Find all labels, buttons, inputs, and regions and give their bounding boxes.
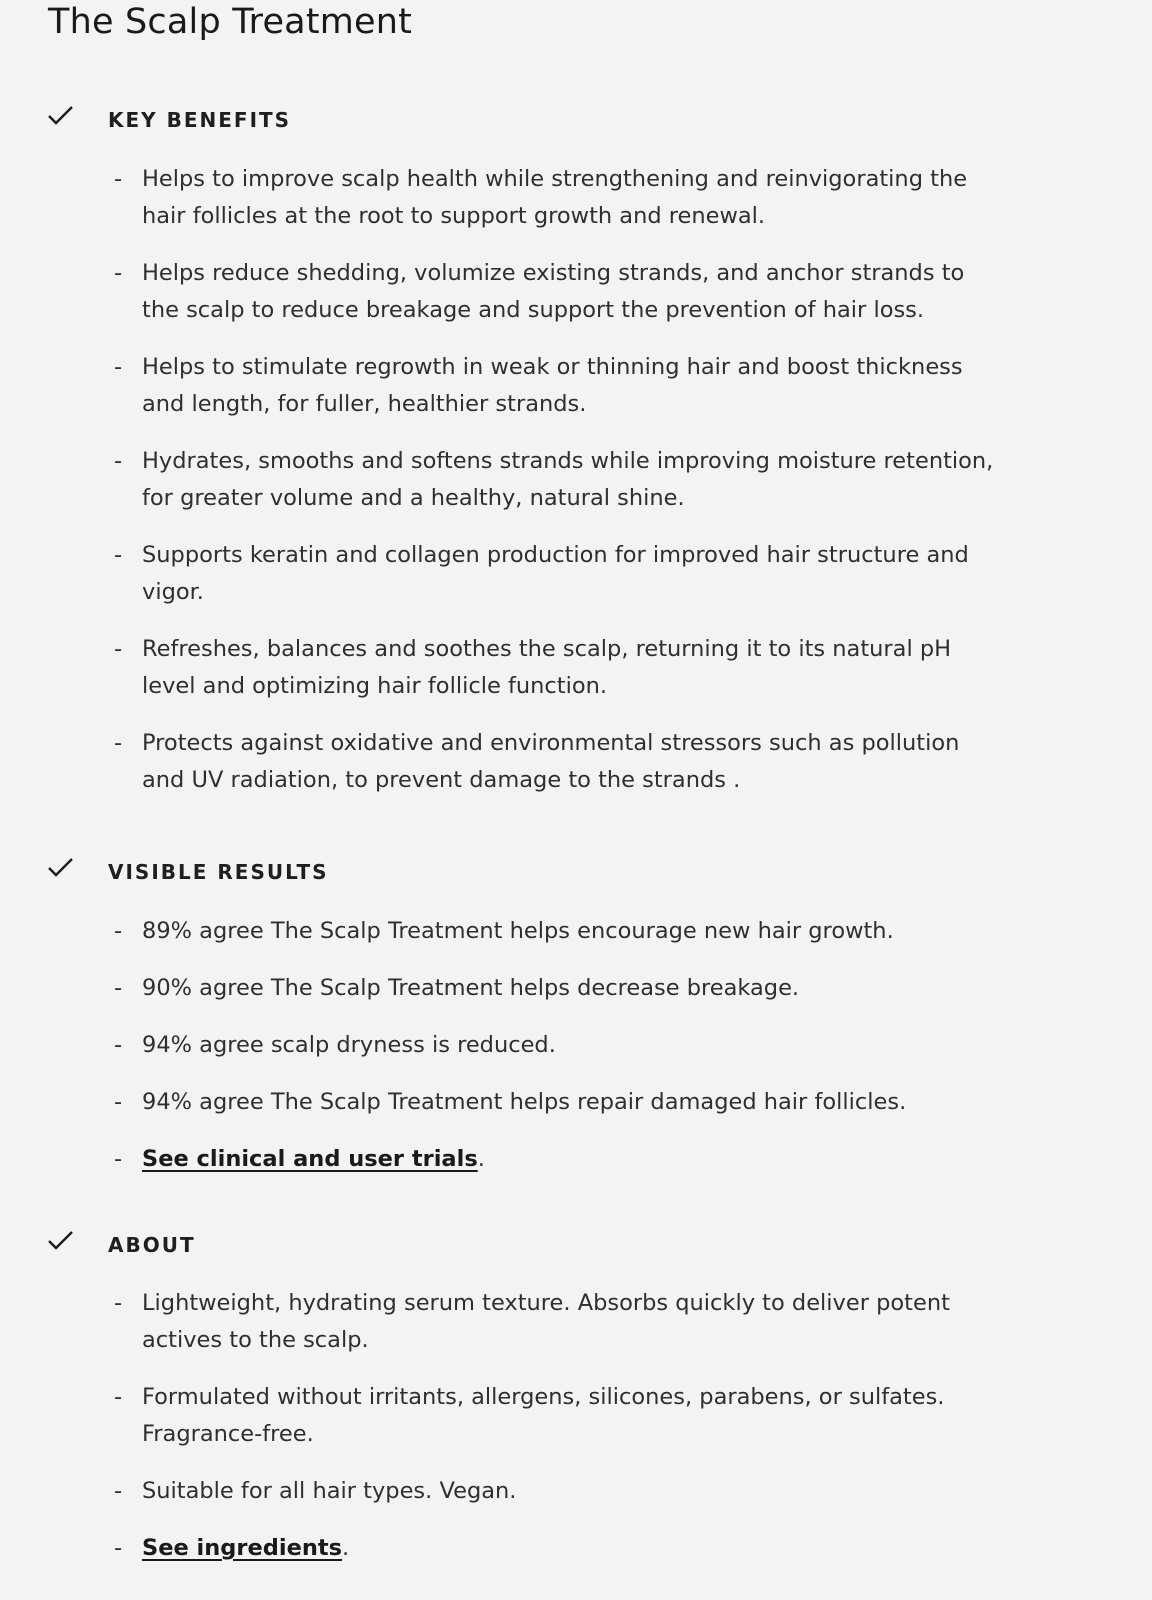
list-item — [0, 349, 1002, 423]
checkmark-icon — [47, 1229, 75, 1253]
link-suffix: . — [342, 1535, 350, 1561]
section-header — [0, 852, 1152, 892]
section-header — [0, 1225, 1152, 1265]
dash-bullet: - — [114, 1146, 123, 1172]
list-item — [0, 255, 1002, 329]
dash-bullet: - — [114, 448, 123, 474]
dash-bullet: - — [114, 542, 123, 568]
item-text: Lightweight, hydrating serum texture. Absorbs quickly to deliver potent actives to the scalp. — [142, 1290, 950, 1353]
checkmark-icon — [47, 104, 75, 128]
list-item — [0, 1530, 1002, 1567]
list-item — [0, 1379, 1002, 1453]
item-text: Helps to improve scalp health while strengthening and reinvigorating the hair follicles at the root to support growth and renewal. — [142, 166, 968, 229]
list-item — [0, 443, 1002, 517]
item-text: Helps to stimulate regrowth in weak or thinning hair and boost thickness and length, for fuller, healthier strands. — [142, 354, 963, 417]
dash-bullet: - — [114, 975, 123, 1001]
item-text: 94% agree The Scalp Treatment helps repair damaged hair follicles. — [142, 1089, 907, 1115]
page-title: The Scalp Treatment — [48, 2, 413, 42]
dash-bullet: - — [114, 636, 123, 662]
dash-bullet: - — [114, 918, 123, 944]
dash-bullet: - — [114, 1290, 123, 1316]
list-item — [0, 970, 1002, 1007]
item-text: Protects against oxidative and environmental stressors such as pollution and UV radiation, to prevent damage to the strands . — [142, 730, 960, 793]
list-item — [0, 1141, 1002, 1178]
dash-bullet: - — [114, 166, 123, 192]
item-text: 90% agree The Scalp Treatment helps decrease breakage. — [142, 975, 800, 1001]
list-item — [0, 631, 1002, 705]
list-item — [0, 1027, 1002, 1064]
list-item — [0, 537, 1002, 611]
dash-bullet: - — [114, 260, 123, 286]
dash-bullet: - — [114, 1032, 123, 1058]
list-item — [0, 913, 1002, 950]
item-text: Formulated without irritants, allergens, silicones, parabens, or sulfates. Fragrance-free. — [142, 1384, 945, 1447]
about-section — [0, 1225, 1152, 1561]
item-text: Hydrates, smooths and softens strands while improving moisture retention, for greater volume and a healthy, natural shine. — [142, 448, 994, 511]
dash-bullet: - — [114, 1535, 123, 1561]
benefits-list — [0, 161, 1002, 819]
key-benefits-section — [0, 100, 1152, 793]
dash-bullet: - — [114, 1089, 123, 1115]
dash-bullet: - — [114, 1478, 123, 1504]
section-title: ABOUT — [108, 1233, 196, 1257]
results-list — [0, 913, 1002, 1198]
dash-bullet: - — [114, 730, 123, 756]
section-title: KEY BENEFITS — [108, 108, 292, 132]
list-item — [0, 161, 1002, 235]
ingredients-link[interactable]: See ingredients — [142, 1535, 342, 1561]
list-item — [0, 1285, 1002, 1359]
list-item — [0, 725, 1002, 799]
dash-bullet: - — [114, 1384, 123, 1410]
item-text: Refreshes, balances and soothes the scalp, returning it to its natural pH level and optimizing hair follicle function. — [142, 636, 952, 699]
item-text: 89% agree The Scalp Treatment helps encourage new hair growth. — [142, 918, 894, 944]
visible-results-section — [0, 852, 1152, 1172]
dash-bullet: - — [114, 354, 123, 380]
clinical-trials-link[interactable]: See clinical and user trials — [142, 1146, 478, 1172]
item-text: Suitable for all hair types. Vegan. — [142, 1478, 517, 1504]
section-title: VISIBLE RESULTS — [108, 860, 329, 884]
list-item — [0, 1473, 1002, 1510]
about-list — [0, 1285, 1002, 1587]
item-text: Helps reduce shedding, volumize existing strands, and anchor strands to the scalp to reduce breakage and support the prevention of hair loss. — [142, 260, 965, 323]
item-text: Supports keratin and collagen production for improved hair structure and vigor. — [142, 542, 969, 605]
list-item — [0, 1084, 1002, 1121]
checkmark-icon — [47, 856, 75, 880]
link-suffix: . — [477, 1146, 485, 1172]
section-header — [0, 100, 1152, 140]
item-text: 94% agree scalp dryness is reduced. — [142, 1032, 556, 1058]
